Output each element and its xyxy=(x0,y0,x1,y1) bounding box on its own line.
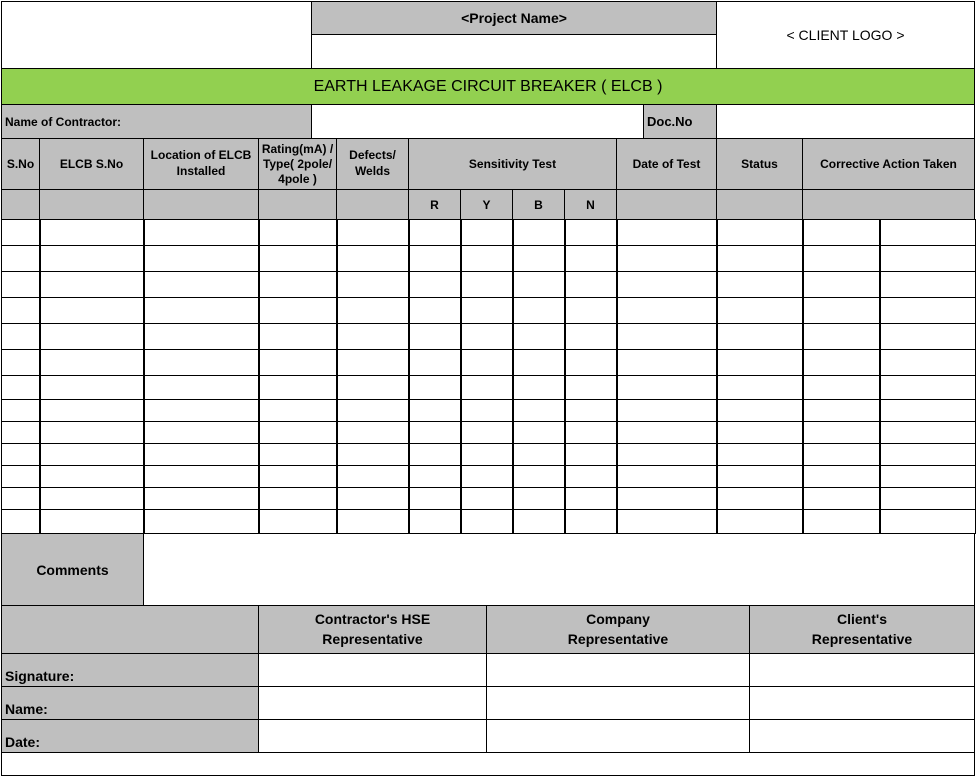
table-cell[interactable] xyxy=(336,399,410,422)
table-cell[interactable] xyxy=(512,323,566,350)
table-cell[interactable] xyxy=(336,219,410,246)
table-cell[interactable] xyxy=(460,219,514,246)
table-cell[interactable] xyxy=(802,349,881,376)
table-cell[interactable] xyxy=(408,487,462,510)
table-cell[interactable] xyxy=(143,219,260,246)
table-cell[interactable] xyxy=(616,421,718,444)
date-client-field[interactable] xyxy=(749,719,975,753)
table-cell[interactable] xyxy=(1,487,41,510)
signoff-header-blank xyxy=(1,605,259,654)
client-rep-header xyxy=(749,605,975,654)
table-cell[interactable] xyxy=(408,271,462,298)
table-cell[interactable] xyxy=(408,349,462,376)
table-cell[interactable] xyxy=(39,349,145,376)
table-cell[interactable] xyxy=(39,375,145,400)
table-cell[interactable] xyxy=(879,509,976,534)
table-cell[interactable] xyxy=(258,465,338,488)
table-cell[interactable] xyxy=(1,509,41,534)
table-cell[interactable] xyxy=(616,375,718,400)
table-cell[interactable] xyxy=(258,443,338,466)
table-cell[interactable] xyxy=(716,245,804,272)
form-title: EARTH LEAKAGE CIRCUIT BREAKER ( ELCB ) xyxy=(1,68,975,105)
table-cell[interactable] xyxy=(512,375,566,400)
table-cell[interactable] xyxy=(879,399,976,422)
table-cell[interactable] xyxy=(408,245,462,272)
table-cell[interactable] xyxy=(512,245,566,272)
footer-blank-row xyxy=(1,752,975,776)
table-cell[interactable] xyxy=(716,399,804,422)
header-rating xyxy=(258,138,337,190)
table-cell[interactable] xyxy=(512,487,566,510)
table-cell[interactable] xyxy=(879,219,976,246)
table-cell[interactable] xyxy=(460,349,514,376)
subheader-blank xyxy=(616,189,717,220)
table-cell[interactable] xyxy=(802,245,881,272)
table-cell[interactable] xyxy=(143,271,260,298)
table-cell[interactable] xyxy=(716,421,804,444)
table-cell[interactable] xyxy=(512,421,566,444)
table-cell[interactable] xyxy=(336,487,410,510)
blank-header-left xyxy=(1,1,312,69)
table-cell[interactable] xyxy=(1,421,41,444)
subheader-n: N xyxy=(564,189,617,220)
table-cell[interactable] xyxy=(616,465,718,488)
table-cell[interactable] xyxy=(460,465,514,488)
table-cell[interactable] xyxy=(258,375,338,400)
table-cell[interactable] xyxy=(1,245,41,272)
table-cell[interactable] xyxy=(143,349,260,376)
table-cell[interactable] xyxy=(258,487,338,510)
comments-field[interactable] xyxy=(143,533,975,606)
table-cell[interactable] xyxy=(616,399,718,422)
table-cell[interactable] xyxy=(408,297,462,324)
header-elcb-sno: ELCB S.No xyxy=(39,138,144,190)
table-cell[interactable] xyxy=(879,443,976,466)
table-cell[interactable] xyxy=(336,245,410,272)
table-cell[interactable] xyxy=(143,465,260,488)
header-location-line2: Installed xyxy=(176,164,226,178)
contractor-hse-rep-header xyxy=(258,605,487,654)
table-cell[interactable] xyxy=(408,323,462,350)
table-cell[interactable] xyxy=(143,297,260,324)
header-date-of-test: Date of Test xyxy=(616,138,717,190)
subheader-blank xyxy=(39,189,144,220)
doc-no-field[interactable] xyxy=(716,104,975,139)
subheader-blank xyxy=(716,189,803,220)
table-cell[interactable] xyxy=(408,421,462,444)
table-cell[interactable] xyxy=(336,375,410,400)
subheader-r: R xyxy=(408,189,461,220)
table-cell[interactable] xyxy=(336,443,410,466)
table-cell[interactable] xyxy=(512,349,566,376)
table-cell[interactable] xyxy=(336,297,410,324)
table-cell[interactable] xyxy=(879,375,976,400)
header-rating-line1: Rating(mA) / xyxy=(261,141,334,156)
table-cell[interactable] xyxy=(564,509,618,534)
date-contractor-field[interactable] xyxy=(258,719,487,753)
table-cell[interactable] xyxy=(564,375,618,400)
table-cell[interactable] xyxy=(39,245,145,272)
table-cell[interactable] xyxy=(716,297,804,324)
table-cell[interactable] xyxy=(1,375,41,400)
table-cell[interactable] xyxy=(716,443,804,466)
table-cell[interactable] xyxy=(258,421,338,444)
table-cell[interactable] xyxy=(258,399,338,422)
table-cell[interactable] xyxy=(879,297,976,324)
contractor-hse-rep-line2: Representative xyxy=(322,630,423,647)
contractor-hse-rep-line1: Contractor's HSE xyxy=(314,610,431,627)
table-cell[interactable] xyxy=(616,245,718,272)
doc-no-label: Doc.No xyxy=(643,104,717,139)
table-cell[interactable] xyxy=(802,421,881,444)
table-cell[interactable] xyxy=(564,487,618,510)
header-corrective-action: Corrective Action Taken xyxy=(802,138,975,190)
table-cell[interactable] xyxy=(564,323,618,350)
table-cell[interactable] xyxy=(512,219,566,246)
table-cell[interactable] xyxy=(802,487,881,510)
table-cell[interactable] xyxy=(143,245,260,272)
table-cell[interactable] xyxy=(512,271,566,298)
table-cell[interactable] xyxy=(258,245,338,272)
table-cell[interactable] xyxy=(143,443,260,466)
table-cell[interactable] xyxy=(408,375,462,400)
company-rep-line2: Representative xyxy=(567,630,669,647)
table-cell[interactable] xyxy=(564,219,618,246)
table-cell[interactable] xyxy=(336,509,410,534)
table-cell[interactable] xyxy=(879,349,976,376)
table-cell[interactable] xyxy=(258,349,338,376)
table-cell[interactable] xyxy=(512,443,566,466)
header-location xyxy=(143,138,259,190)
signature-contractor-field[interactable] xyxy=(258,653,487,687)
header-defects-line2: Welds xyxy=(354,164,391,178)
table-cell[interactable] xyxy=(143,509,260,534)
table-cell[interactable] xyxy=(258,509,338,534)
table-cell[interactable] xyxy=(258,297,338,324)
table-cell[interactable] xyxy=(802,509,881,534)
header-rating-line3: 4pole ) xyxy=(278,171,317,186)
table-cell[interactable] xyxy=(802,271,881,298)
name-contractor-field[interactable] xyxy=(258,686,487,720)
table-cell[interactable] xyxy=(879,271,976,298)
table-cell[interactable] xyxy=(1,219,41,246)
header-defects xyxy=(336,138,409,190)
table-cell[interactable] xyxy=(1,323,41,350)
table-cell[interactable] xyxy=(39,443,145,466)
table-cell[interactable] xyxy=(258,271,338,298)
table-cell[interactable] xyxy=(1,443,41,466)
header-sensitivity-test: Sensitivity Test xyxy=(408,138,617,190)
table-cell[interactable] xyxy=(564,443,618,466)
table-cell[interactable] xyxy=(1,399,41,422)
name-company-field[interactable] xyxy=(486,686,750,720)
table-cell[interactable] xyxy=(39,297,145,324)
table-cell[interactable] xyxy=(616,443,718,466)
table-cell[interactable] xyxy=(39,421,145,444)
table-cell[interactable] xyxy=(336,271,410,298)
table-cell[interactable] xyxy=(408,465,462,488)
table-cell[interactable] xyxy=(802,443,881,466)
table-cell[interactable] xyxy=(1,465,41,488)
table-cell[interactable] xyxy=(336,323,410,350)
table-cell[interactable] xyxy=(512,399,566,422)
table-cell[interactable] xyxy=(258,219,338,246)
table-cell[interactable] xyxy=(879,323,976,350)
table-cell[interactable] xyxy=(460,509,514,534)
signature-company-field[interactable] xyxy=(486,653,750,687)
table-cell[interactable] xyxy=(716,271,804,298)
table-cell[interactable] xyxy=(143,375,260,400)
table-cell[interactable] xyxy=(802,465,881,488)
client-rep-line2: Representative xyxy=(811,630,913,647)
client-logo-placeholder: < CLIENT LOGO > xyxy=(716,1,975,69)
header-defects-line1: Defects/ xyxy=(349,148,396,163)
client-rep-line1: Client's xyxy=(836,610,887,627)
subheader-blank xyxy=(143,189,259,220)
signature-label: Signature: xyxy=(1,653,259,687)
table-cell[interactable] xyxy=(258,323,338,350)
contractor-label: Name of Contractor: xyxy=(1,104,312,139)
table-cell[interactable] xyxy=(716,509,804,534)
table-cell[interactable] xyxy=(336,421,410,444)
subheader-blank xyxy=(1,189,40,220)
header-location-line1: Location of ELCB xyxy=(150,148,252,163)
signature-client-field[interactable] xyxy=(749,653,975,687)
table-cell[interactable] xyxy=(564,245,618,272)
table-cell[interactable] xyxy=(460,271,514,298)
header-rating-line2: Type( 2pole/ xyxy=(262,156,333,171)
table-cell[interactable] xyxy=(143,323,260,350)
table-cell[interactable] xyxy=(879,465,976,488)
name-client-field[interactable] xyxy=(749,686,975,720)
table-cell[interactable] xyxy=(564,349,618,376)
table-cell[interactable] xyxy=(879,487,976,510)
table-cell[interactable] xyxy=(802,297,881,324)
table-cell[interactable] xyxy=(616,487,718,510)
date-label: Date: xyxy=(1,719,259,753)
table-cell[interactable] xyxy=(564,271,618,298)
subheader-blank xyxy=(802,189,975,220)
table-cell[interactable] xyxy=(143,399,260,422)
table-cell[interactable] xyxy=(460,487,514,510)
contractor-field[interactable] xyxy=(311,104,644,139)
table-cell[interactable] xyxy=(616,349,718,376)
table-cell[interactable] xyxy=(460,399,514,422)
table-cell[interactable] xyxy=(802,399,881,422)
name-label: Name: xyxy=(1,686,259,720)
table-cell[interactable] xyxy=(616,509,718,534)
company-rep-line1: Company xyxy=(586,610,650,627)
table-cell[interactable] xyxy=(39,271,145,298)
subheader-blank xyxy=(258,189,337,220)
table-cell[interactable] xyxy=(1,271,41,298)
project-name-label: <Project Name> xyxy=(311,1,717,35)
table-cell[interactable] xyxy=(564,421,618,444)
table-cell[interactable] xyxy=(408,219,462,246)
company-rep-header xyxy=(486,605,750,654)
table-cell[interactable] xyxy=(802,323,881,350)
subheader-blank xyxy=(336,189,409,220)
project-name-value[interactable] xyxy=(311,34,717,69)
table-cell[interactable] xyxy=(1,297,41,324)
table-cell[interactable] xyxy=(460,245,514,272)
table-cell[interactable] xyxy=(39,487,145,510)
table-cell[interactable] xyxy=(143,487,260,510)
subheader-y: Y xyxy=(460,189,513,220)
table-cell[interactable] xyxy=(39,399,145,422)
table-cell[interactable] xyxy=(716,465,804,488)
table-cell[interactable] xyxy=(879,421,976,444)
table-cell[interactable] xyxy=(336,349,410,376)
table-cell[interactable] xyxy=(39,323,145,350)
table-cell[interactable] xyxy=(564,399,618,422)
table-cell[interactable] xyxy=(460,443,514,466)
table-cell[interactable] xyxy=(512,297,566,324)
table-cell[interactable] xyxy=(616,219,718,246)
table-cell[interactable] xyxy=(564,297,618,324)
table-cell[interactable] xyxy=(879,245,976,272)
table-cell[interactable] xyxy=(716,219,804,246)
table-cell[interactable] xyxy=(716,349,804,376)
table-cell[interactable] xyxy=(616,271,718,298)
table-cell[interactable] xyxy=(408,509,462,534)
table-cell[interactable] xyxy=(716,375,804,400)
table-cell[interactable] xyxy=(460,297,514,324)
table-cell[interactable] xyxy=(336,465,410,488)
table-cell[interactable] xyxy=(460,375,514,400)
header-sno: S.No xyxy=(1,138,40,190)
table-cell[interactable] xyxy=(39,465,145,488)
subheader-b: B xyxy=(512,189,565,220)
table-cell[interactable] xyxy=(460,323,514,350)
table-cell[interactable] xyxy=(616,323,718,350)
date-company-field[interactable] xyxy=(486,719,750,753)
table-cell[interactable] xyxy=(1,349,41,376)
table-cell[interactable] xyxy=(802,375,881,400)
table-cell[interactable] xyxy=(408,399,462,422)
table-cell[interactable] xyxy=(564,465,618,488)
comments-label: Comments xyxy=(1,533,144,606)
table-cell[interactable] xyxy=(716,323,804,350)
table-cell[interactable] xyxy=(39,509,145,534)
table-cell[interactable] xyxy=(512,465,566,488)
table-cell[interactable] xyxy=(716,487,804,510)
table-cell[interactable] xyxy=(802,219,881,246)
table-cell[interactable] xyxy=(460,421,514,444)
table-cell[interactable] xyxy=(512,509,566,534)
table-cell[interactable] xyxy=(143,421,260,444)
table-cell[interactable] xyxy=(408,443,462,466)
table-cell[interactable] xyxy=(616,297,718,324)
header-status: Status xyxy=(716,138,803,190)
table-cell[interactable] xyxy=(39,219,145,246)
